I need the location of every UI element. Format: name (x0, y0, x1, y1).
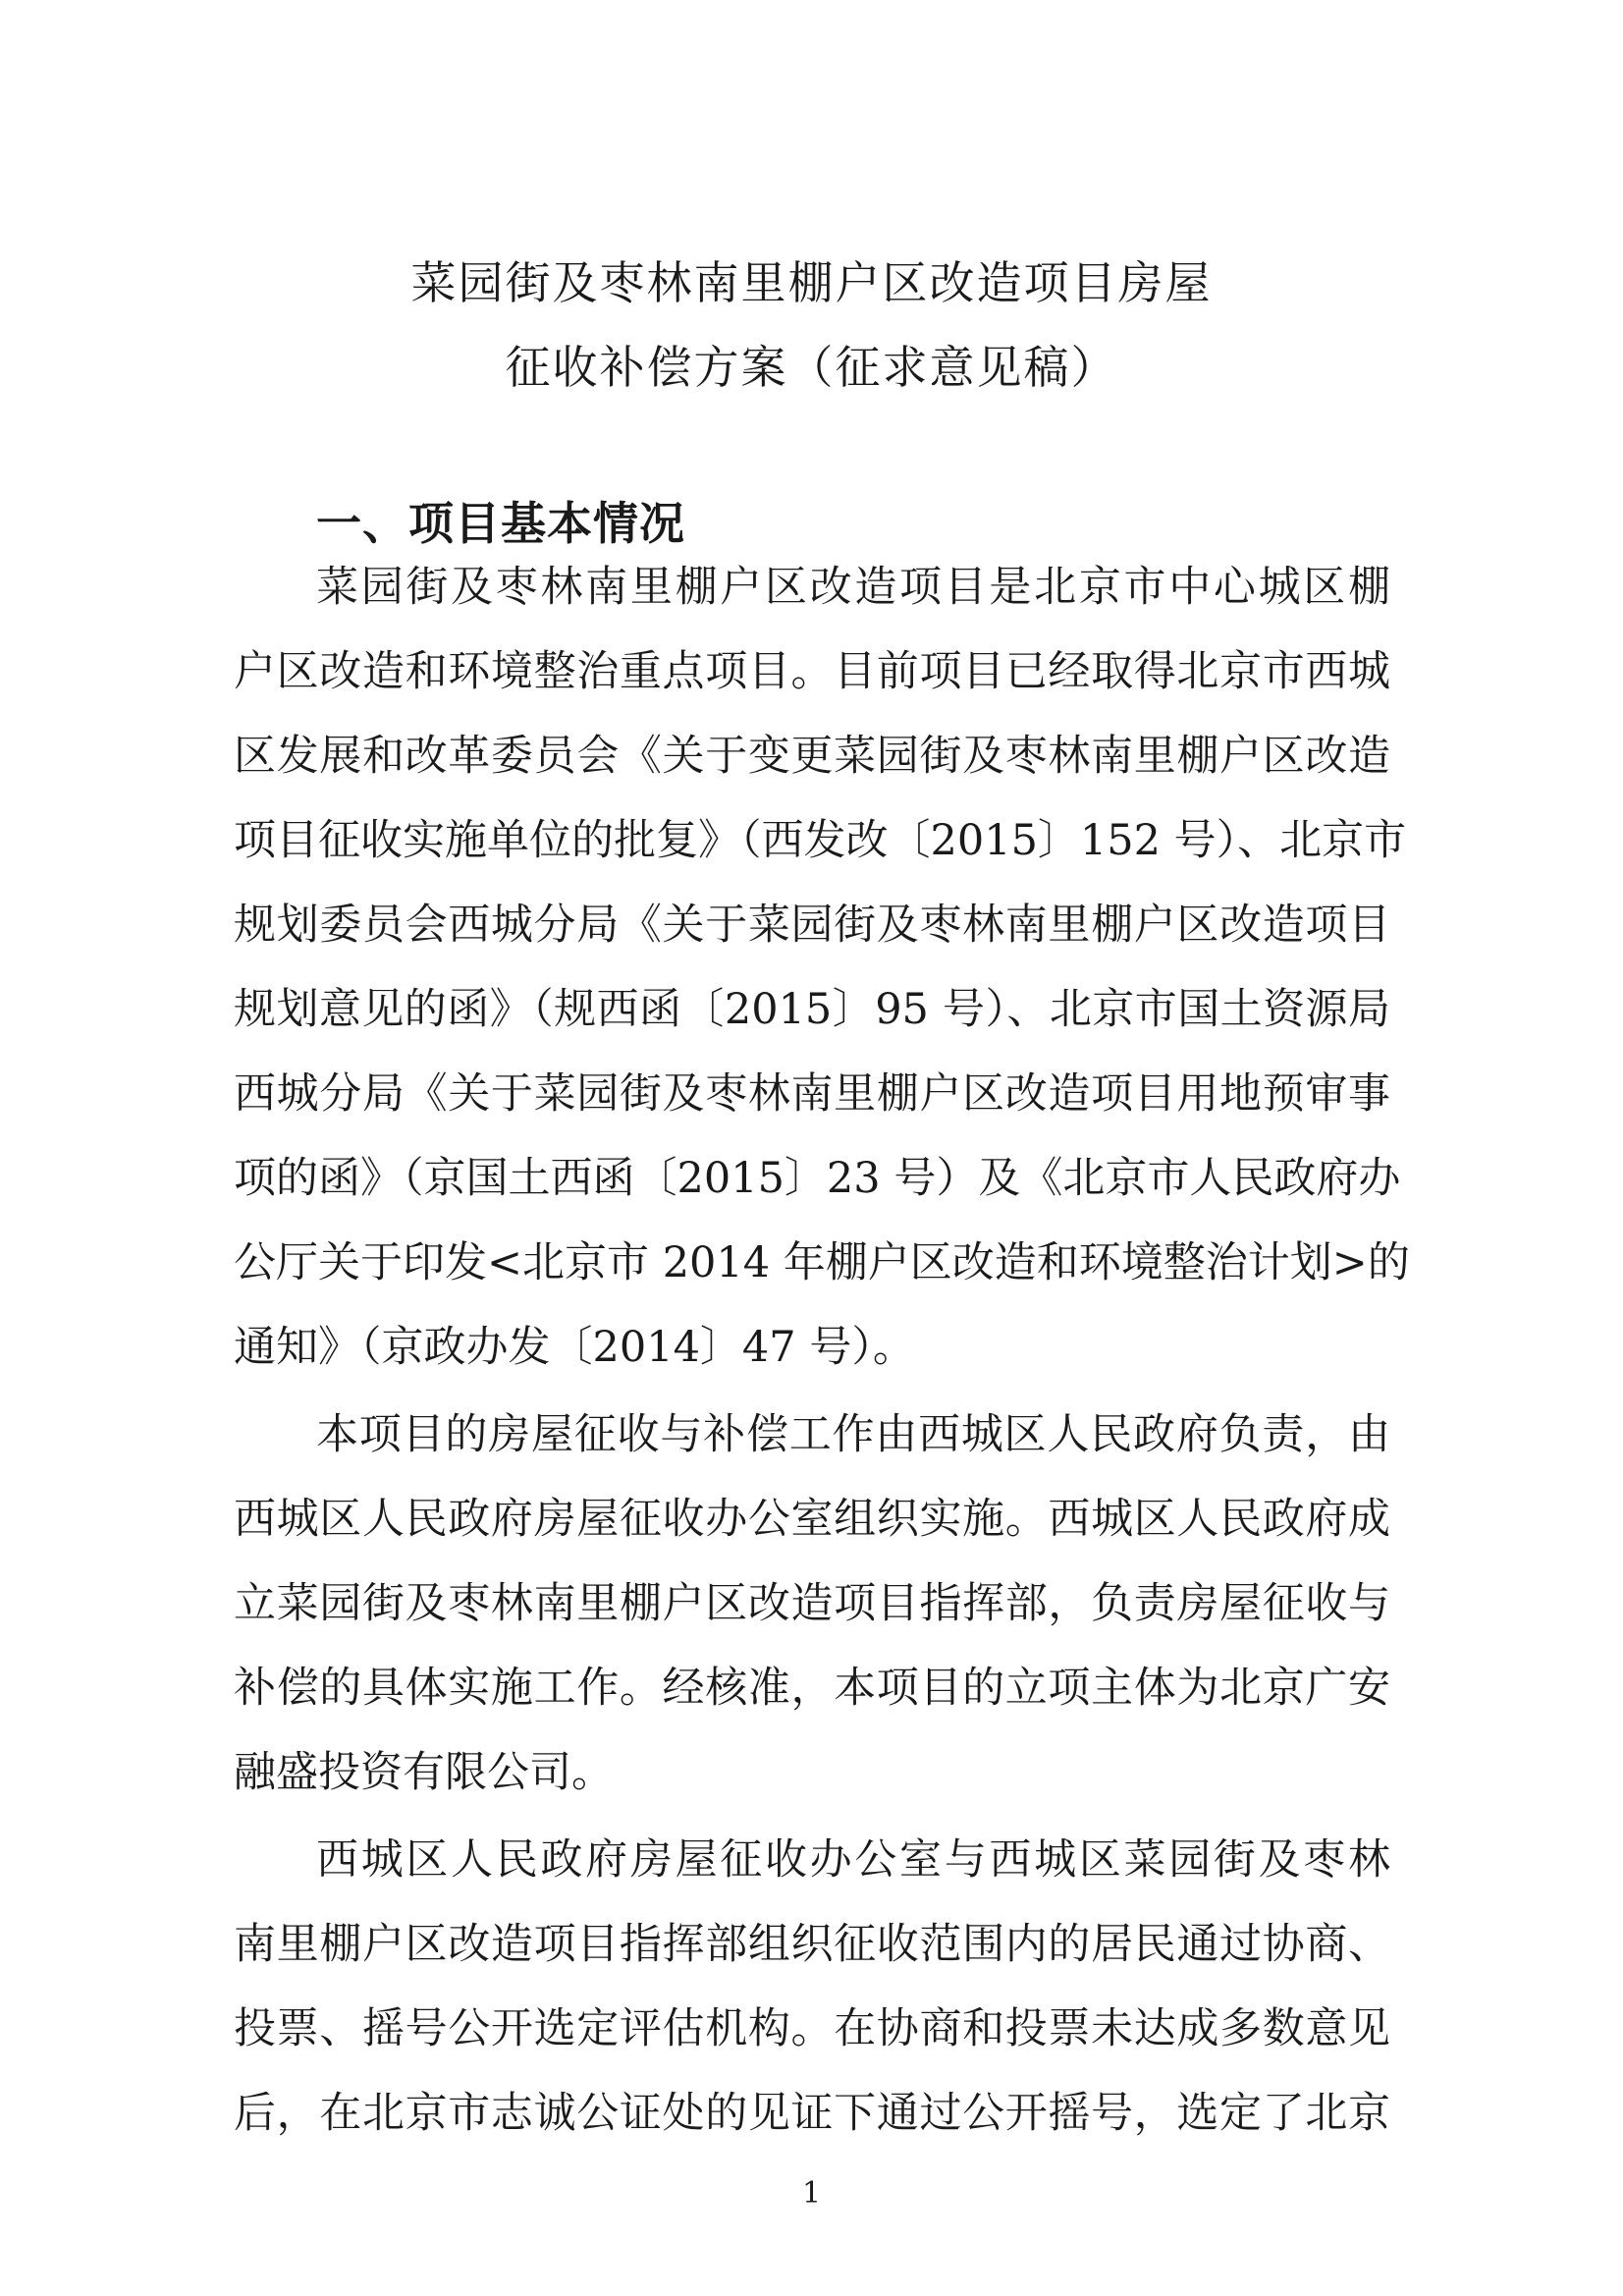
paragraph-1-line: 规划委员会西城分局《关于菜园街及枣林南里棚户区改造项目 (234, 901, 1390, 950)
paragraph-1-line: 西城分局《关于菜园街及枣林南里棚户区改造项目用地预审事 (234, 1069, 1390, 1119)
page-number: 1 (801, 2176, 822, 2211)
paragraph-2-line: 融盛投资有限公司。 (234, 1748, 614, 1797)
paragraph-1-line: 项目征收实施单位的批复》（西发改〔2015〕152 号）、北京市 (234, 816, 1407, 865)
paragraph-1-line: 区发展和改革委员会《关于变更菜园街及枣林南里棚户区改造 (234, 732, 1390, 781)
paragraph-3-line: 南里棚户区改造项目指挥部组织征收范围内的居民通过协商、 (234, 1920, 1390, 1969)
section-heading: 一、项目基本情况 (316, 497, 685, 550)
paragraph-1-line: 规划意见的函》（规西函〔2015〕95 号）、北京市国土资源局 (234, 985, 1390, 1034)
paragraph-1-line: 通知》（京政办发〔2014〕47 号）。 (234, 1323, 915, 1372)
paragraph-1-line: 公厅关于印发<北京市 2014 年棚户区改造和环境整治计划>的 (234, 1238, 1410, 1287)
paragraph-3-line: 西城区人民政府房屋征收办公室与西城区菜园街及枣林 (316, 1835, 1390, 1885)
paragraph-1-line: 菜园街及枣林南里棚户区改造项目是北京市中心城区棚 (316, 563, 1390, 612)
paragraph-1-line: 项的函》（京国土西函〔2015〕23 号）及《北京市人民政府办 (234, 1154, 1401, 1203)
paragraph-2-line: 补偿的具体实施工作。经核准，本项目的立项主体为北京广安 (234, 1664, 1390, 1713)
document-title-line-2: 征收补偿方案（征求意见稿） (505, 341, 1118, 394)
document-title-line-1: 菜园街及枣林南里棚户区改造项目房屋 (410, 256, 1213, 309)
paragraph-2-line: 立菜园街及枣林南里棚户区改造项目指挥部，负责房屋征收与 (234, 1579, 1390, 1628)
paragraph-2-line: 西城区人民政府房屋征收办公室组织实施。西城区人民政府成 (234, 1495, 1390, 1544)
paragraph-1-line: 户区改造和环境整治重点项目。目前项目已经取得北京市西城 (234, 647, 1390, 696)
paragraph-2-line: 本项目的房屋征收与补偿工作由西城区人民政府负责，由 (316, 1410, 1390, 1459)
paragraph-3-line: 投票、摇号公开选定评估机构。在协商和投票未达成多数意见 (234, 2004, 1390, 2053)
paragraph-3-line: 后，在北京市志诚公证处的见证下通过公开摇号，选定了北京 (234, 2089, 1390, 2138)
